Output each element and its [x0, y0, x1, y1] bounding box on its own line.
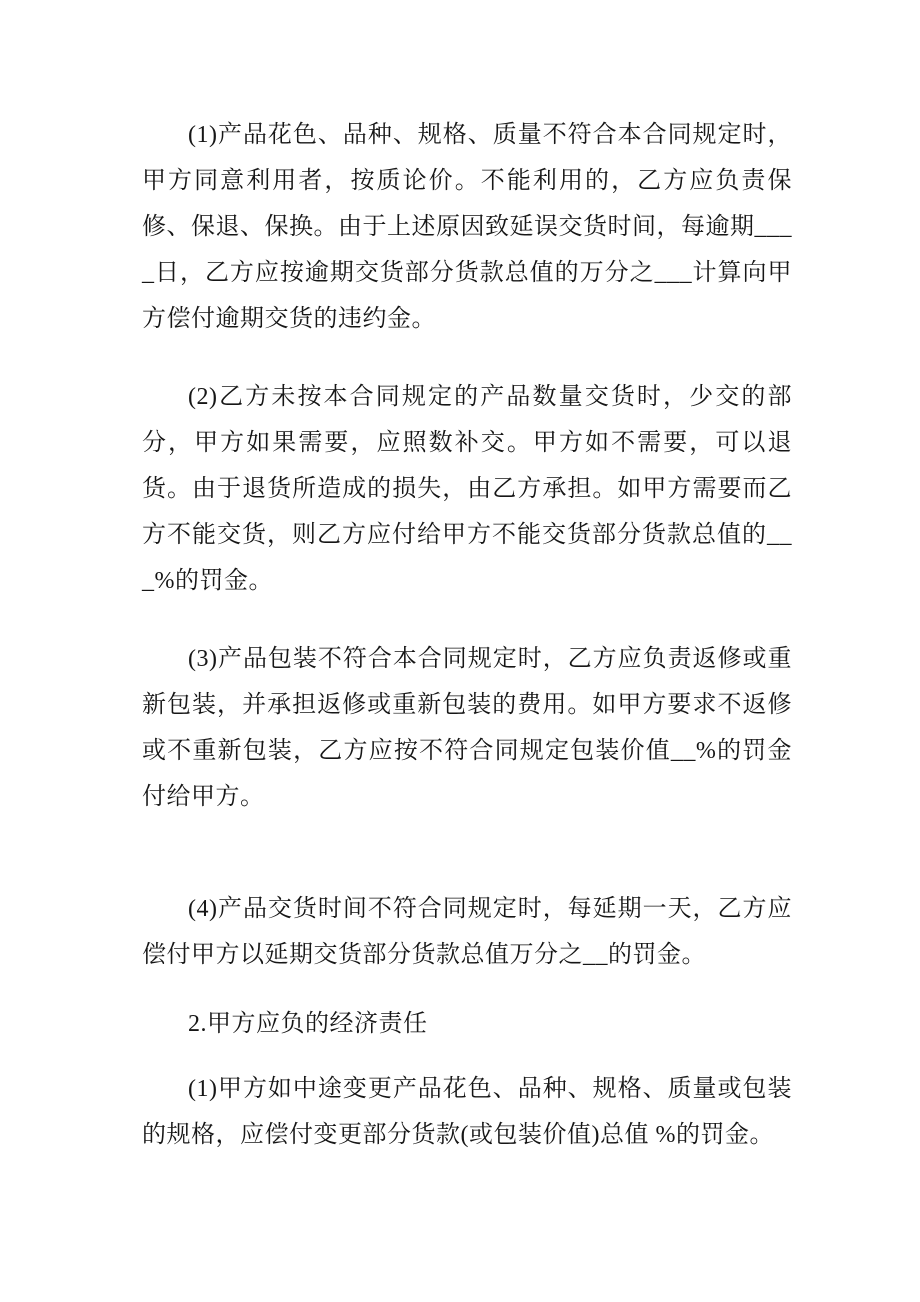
contract-clause-1-2: (2)乙方未按本合同规定的产品数量交货时，少交的部分，甲方如果需要，应照数补交。甲方如不需要，可以退货。由于退货所造成的损失，由乙方承担。如甲方需要而乙方不能交货，则乙方应付给甲方不能交货部分货款总值的___%的罚金。 [142, 384, 792, 594]
contract-clause-1-1: (1)产品花色、品种、规格、质量不符合本合同规定时，甲方同意利用者，按质论价。不能利用的，乙方应负责保修、保退、保换。由于上述原因致延误交货时间，每逾期____日，乙方应按逾期交货部分货款总值的万分之___计算向甲方偿付逾期交货的违约金。 [142, 122, 792, 332]
contract-clause-1-3: (3)产品包装不符合本合同规定时，乙方应负责返修或重新包装，并承担返修或重新包装的费用。如甲方要求不返修或不重新包装，乙方应按不符合同规定包装价值__%的罚金付给甲方。 [142, 646, 792, 810]
contract-clause-2-1: (1)甲方如中途变更产品花色、品种、规格、质量或包装的规格，应偿付变更部分货款(或包装价值)总值 %的罚金。 [142, 1076, 792, 1148]
section-heading-2: 2.甲方应负的经济责任 [188, 1011, 428, 1037]
contract-clause-1-4: (4)产品交货时间不符合同规定时，每延期一天，乙方应偿付甲方以延期交货部分货款总值万分之__的罚金。 [142, 896, 792, 968]
